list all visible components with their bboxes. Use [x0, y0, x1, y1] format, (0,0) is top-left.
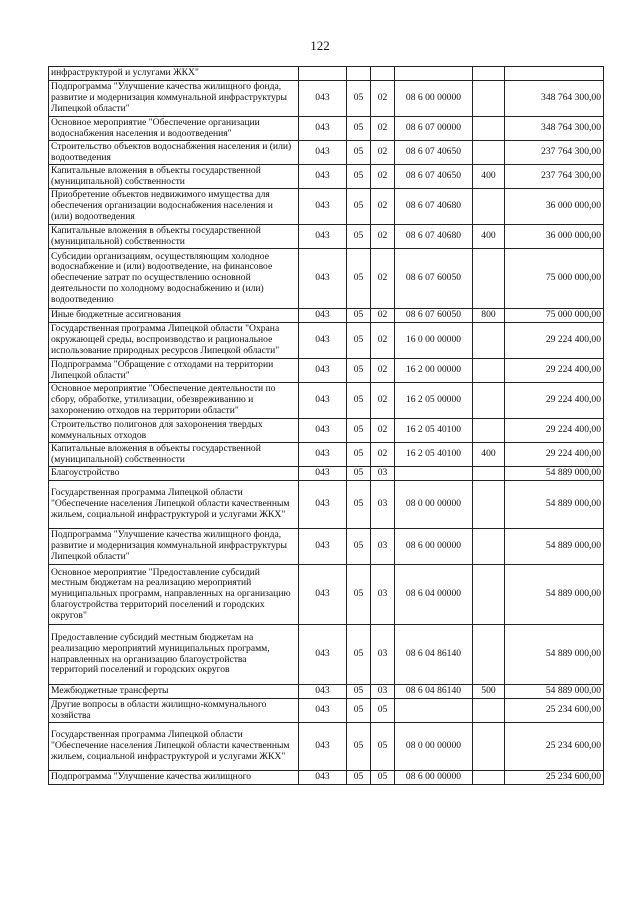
item-name-cell: Строительство полигонов для захоронения твердых коммунальных отходов — [49, 419, 299, 443]
ministry-code-cell: 043 — [299, 165, 347, 189]
section-code-cell: 05 — [347, 323, 371, 359]
amount-cell: 29 224 400,00 — [505, 443, 604, 467]
section-code-cell: 05 — [347, 383, 371, 419]
table-row — [49, 359, 604, 383]
item-name-cell: Приобретение объектов недвижимого имущества для обеспечения организации водоснабжения населения и (или) водоотведения — [49, 189, 299, 225]
expense-type-code-cell — [473, 771, 505, 785]
subsection-code-cell: 02 — [371, 249, 395, 309]
expense-type-code-cell — [473, 625, 505, 685]
subsection-code-cell: 03 — [371, 625, 395, 685]
item-name-cell: Капитальные вложения в объекты государственной (муниципальной) собственности — [49, 225, 299, 249]
section-code-cell: 05 — [347, 529, 371, 565]
ministry-code-cell — [299, 67, 347, 81]
subsection-code-cell: 03 — [371, 685, 395, 699]
section-code-cell: 05 — [347, 225, 371, 249]
amount-cell: 54 889 000,00 — [505, 565, 604, 625]
item-name-cell: Подпрограмма "Улучшение качества жилищного фонда, развитие и модернизация коммунальной инфраструктуры Липецкой области" — [49, 81, 299, 117]
table-row — [49, 565, 604, 625]
ministry-code-cell: 043 — [299, 723, 347, 771]
expense-type-code-cell: 400 — [473, 165, 505, 189]
page-number: 122 — [310, 38, 330, 53]
section-code-cell: 05 — [347, 443, 371, 467]
expense-type-code-cell — [473, 249, 505, 309]
ministry-code-cell: 043 — [299, 771, 347, 785]
table-row — [49, 165, 604, 189]
target-article-code-cell: 08 6 00 00000 — [395, 771, 473, 785]
target-article-code-cell: 16 2 05 00000 — [395, 383, 473, 419]
section-code-cell: 05 — [347, 467, 371, 481]
amount-cell: 25 234 600,00 — [505, 771, 604, 785]
amount-cell: 54 889 000,00 — [505, 467, 604, 481]
table-row — [49, 443, 604, 467]
amount-cell: 36 000 000,00 — [505, 225, 604, 249]
item-name-cell: Предоставление субсидий местным бюджетам на реализацию мероприятий муниципальных программ, направленных на организацию благоустройства территорий поселений и городских округов — [49, 625, 299, 685]
subsection-code-cell: 02 — [371, 419, 395, 443]
subsection-code-cell: 05 — [371, 771, 395, 785]
expense-type-code-cell — [473, 467, 505, 481]
expense-type-code-cell: 800 — [473, 309, 505, 323]
target-article-code-cell — [395, 67, 473, 81]
expense-type-code-cell: 500 — [473, 685, 505, 699]
subsection-code-cell: 02 — [371, 443, 395, 467]
section-code-cell: 05 — [347, 481, 371, 529]
budget-table — [48, 66, 604, 785]
ministry-code-cell: 043 — [299, 249, 347, 309]
section-code-cell: 05 — [347, 419, 371, 443]
amount-cell: 29 224 400,00 — [505, 383, 604, 419]
section-code-cell: 05 — [347, 81, 371, 117]
table-row — [49, 141, 604, 165]
table-row — [49, 189, 604, 225]
amount-cell: 25 234 600,00 — [505, 699, 604, 723]
expense-type-code-cell — [473, 323, 505, 359]
target-article-code-cell: 08 0 00 00000 — [395, 481, 473, 529]
section-code-cell: 05 — [347, 359, 371, 383]
table-row — [49, 699, 604, 723]
target-article-code-cell: 08 6 07 40650 — [395, 141, 473, 165]
amount-cell: 348 764 300,00 — [505, 81, 604, 117]
target-article-code-cell: 16 2 00 00000 — [395, 359, 473, 383]
target-article-code-cell — [395, 699, 473, 723]
ministry-code-cell: 043 — [299, 323, 347, 359]
item-name-cell: Капитальные вложения в объекты государственной (муниципальной) собственности — [49, 165, 299, 189]
amount-cell: 348 764 300,00 — [505, 117, 604, 141]
item-name-cell: Подпрограмма "Улучшение качества жилищного — [49, 771, 299, 785]
target-article-code-cell: 08 6 04 00000 — [395, 565, 473, 625]
ministry-code-cell: 043 — [299, 359, 347, 383]
amount-cell — [505, 67, 604, 81]
ministry-code-cell: 043 — [299, 383, 347, 419]
target-article-code-cell: 08 6 07 40680 — [395, 225, 473, 249]
subsection-code-cell — [371, 67, 395, 81]
table-row — [49, 723, 604, 771]
subsection-code-cell: 03 — [371, 467, 395, 481]
table-row — [49, 225, 604, 249]
ministry-code-cell: 043 — [299, 309, 347, 323]
target-article-code-cell: 16 0 00 00000 — [395, 323, 473, 359]
subsection-code-cell: 03 — [371, 529, 395, 565]
subsection-code-cell: 02 — [371, 309, 395, 323]
table-row — [49, 419, 604, 443]
subsection-code-cell: 02 — [371, 383, 395, 419]
section-code-cell: 05 — [347, 723, 371, 771]
expense-type-code-cell — [473, 141, 505, 165]
subsection-code-cell: 02 — [371, 165, 395, 189]
section-code-cell: 05 — [347, 189, 371, 225]
amount-cell: 75 000 000,00 — [505, 309, 604, 323]
table-row — [49, 481, 604, 529]
target-article-code-cell: 08 6 07 40650 — [395, 165, 473, 189]
item-name-cell: Другие вопросы в области жилищно-коммунального хозяйства — [49, 699, 299, 723]
ministry-code-cell: 043 — [299, 81, 347, 117]
section-code-cell: 05 — [347, 771, 371, 785]
target-article-code-cell — [395, 467, 473, 481]
ministry-code-cell: 043 — [299, 189, 347, 225]
item-name-cell: Иные бюджетные ассигнования — [49, 309, 299, 323]
amount-cell: 54 889 000,00 — [505, 529, 604, 565]
target-article-code-cell: 08 6 00 00000 — [395, 81, 473, 117]
item-name-cell: Благоустройство — [49, 467, 299, 481]
table-row — [49, 467, 604, 481]
target-article-code-cell: 08 6 07 40680 — [395, 189, 473, 225]
section-code-cell: 05 — [347, 165, 371, 189]
target-article-code-cell: 16 2 05 40100 — [395, 443, 473, 467]
table-body — [49, 67, 604, 785]
expense-type-code-cell — [473, 81, 505, 117]
subsection-code-cell: 02 — [371, 225, 395, 249]
section-code-cell: 05 — [347, 685, 371, 699]
subsection-code-cell: 03 — [371, 481, 395, 529]
section-code-cell: 05 — [347, 565, 371, 625]
amount-cell: 237 764 300,00 — [505, 165, 604, 189]
item-name-cell: Капитальные вложения в объекты государственной (муниципальной) собственности — [49, 443, 299, 467]
ministry-code-cell: 043 — [299, 443, 347, 467]
subsection-code-cell: 05 — [371, 723, 395, 771]
ministry-code-cell: 043 — [299, 699, 347, 723]
target-article-code-cell: 08 6 04 86140 — [395, 685, 473, 699]
table-row — [49, 771, 604, 785]
ministry-code-cell: 043 — [299, 225, 347, 249]
amount-cell: 54 889 000,00 — [505, 685, 604, 699]
subsection-code-cell: 02 — [371, 189, 395, 225]
item-name-cell: Подпрограмма "Улучшение качества жилищного фонда, развитие и модернизация коммунальной инфраструктуры Липецкой области" — [49, 529, 299, 565]
target-article-code-cell: 16 2 05 40100 — [395, 419, 473, 443]
expense-type-code-cell: 400 — [473, 443, 505, 467]
amount-cell: 237 764 300,00 — [505, 141, 604, 165]
subsection-code-cell: 02 — [371, 323, 395, 359]
section-code-cell: 05 — [347, 117, 371, 141]
subsection-code-cell: 02 — [371, 81, 395, 117]
subsection-code-cell: 02 — [371, 141, 395, 165]
amount-cell: 54 889 000,00 — [505, 625, 604, 685]
table-row — [49, 625, 604, 685]
expense-type-code-cell — [473, 117, 505, 141]
expense-type-code-cell — [473, 419, 505, 443]
expense-type-code-cell — [473, 359, 505, 383]
amount-cell: 29 224 400,00 — [505, 359, 604, 383]
subsection-code-cell: 02 — [371, 359, 395, 383]
subsection-code-cell: 03 — [371, 565, 395, 625]
item-name-cell: Основное мероприятие "Обеспечение деятельности по сбору, обработке, утилизации, обезвреживанию и захоронению отходов на территории области" — [49, 383, 299, 419]
section-code-cell: 05 — [347, 141, 371, 165]
section-code-cell: 05 — [347, 309, 371, 323]
ministry-code-cell: 043 — [299, 467, 347, 481]
item-name-cell: Государственная программа Липецкой области "Охрана окружающей среды, воспроизводство и рациональное использование природных ресурсов Липецкой области" — [49, 323, 299, 359]
ministry-code-cell: 043 — [299, 419, 347, 443]
table-row — [49, 81, 604, 117]
target-article-code-cell: 08 6 07 60050 — [395, 249, 473, 309]
table-row — [49, 249, 604, 309]
ministry-code-cell: 043 — [299, 529, 347, 565]
amount-cell: 75 000 000,00 — [505, 249, 604, 309]
section-code-cell: 05 — [347, 249, 371, 309]
expense-type-code-cell — [473, 383, 505, 419]
ministry-code-cell: 043 — [299, 141, 347, 165]
expense-type-code-cell — [473, 565, 505, 625]
expense-type-code-cell — [473, 67, 505, 81]
item-name-cell: Субсидии организациям, осуществляющим холодное водоснабжение и (или) водоотведение, на финансовое обеспечение затрат по осуществлению основной деятельности по холодному водоснабжению и (или) водоотведению — [49, 249, 299, 309]
expense-type-code-cell — [473, 481, 505, 529]
table-row — [49, 309, 604, 323]
ministry-code-cell: 043 — [299, 117, 347, 141]
expense-type-code-cell — [473, 723, 505, 771]
expense-type-code-cell — [473, 699, 505, 723]
table-row — [49, 383, 604, 419]
table-row — [49, 685, 604, 699]
table-row — [49, 117, 604, 141]
subsection-code-cell: 05 — [371, 699, 395, 723]
amount-cell: 54 889 000,00 — [505, 481, 604, 529]
item-name-cell: Межбюджетные трансферты — [49, 685, 299, 699]
section-code-cell: 05 — [347, 699, 371, 723]
item-name-cell: Подпрограмма "Обращение с отходами на территории Липецкой области" — [49, 359, 299, 383]
amount-cell: 29 224 400,00 — [505, 323, 604, 359]
table-row — [49, 323, 604, 359]
target-article-code-cell: 08 6 07 00000 — [395, 117, 473, 141]
ministry-code-cell: 043 — [299, 685, 347, 699]
target-article-code-cell: 08 6 00 00000 — [395, 529, 473, 565]
target-article-code-cell: 08 6 04 86140 — [395, 625, 473, 685]
item-name-cell: Государственная программа Липецкой области "Обеспечение населения Липецкой области качественным жильем, социальной инфраструктурой и услугами ЖКХ" — [49, 723, 299, 771]
item-name-cell: инфраструктурой и услугами ЖКХ" — [49, 67, 299, 81]
ministry-code-cell: 043 — [299, 481, 347, 529]
ministry-code-cell: 043 — [299, 565, 347, 625]
item-name-cell: Основное мероприятие "Обеспечение организации водоснабжения населения и водоотведения" — [49, 117, 299, 141]
expense-type-code-cell — [473, 189, 505, 225]
subsection-code-cell: 02 — [371, 117, 395, 141]
amount-cell: 25 234 600,00 — [505, 723, 604, 771]
target-article-code-cell: 08 0 00 00000 — [395, 723, 473, 771]
table-row — [49, 529, 604, 565]
amount-cell: 36 000 000,00 — [505, 189, 604, 225]
section-code-cell — [347, 67, 371, 81]
expense-type-code-cell — [473, 529, 505, 565]
expense-type-code-cell: 400 — [473, 225, 505, 249]
item-name-cell: Государственная программа Липецкой области "Обеспечение населения Липецкой области качественным жильем, социальной инфраструктурой и услугами ЖКХ" — [49, 481, 299, 529]
table-row — [49, 67, 604, 81]
ministry-code-cell: 043 — [299, 625, 347, 685]
target-article-code-cell: 08 6 07 60050 — [395, 309, 473, 323]
item-name-cell: Строительство объектов водоснабжения населения и (или) водоотведения — [49, 141, 299, 165]
amount-cell: 29 224 400,00 — [505, 419, 604, 443]
section-code-cell: 05 — [347, 625, 371, 685]
item-name-cell: Основное мероприятие "Предоставление субсидий местным бюджетам на реализацию мероприятий муниципальных программ, направленных на организацию благоустройства территорий поселений и городских округов" — [49, 565, 299, 625]
